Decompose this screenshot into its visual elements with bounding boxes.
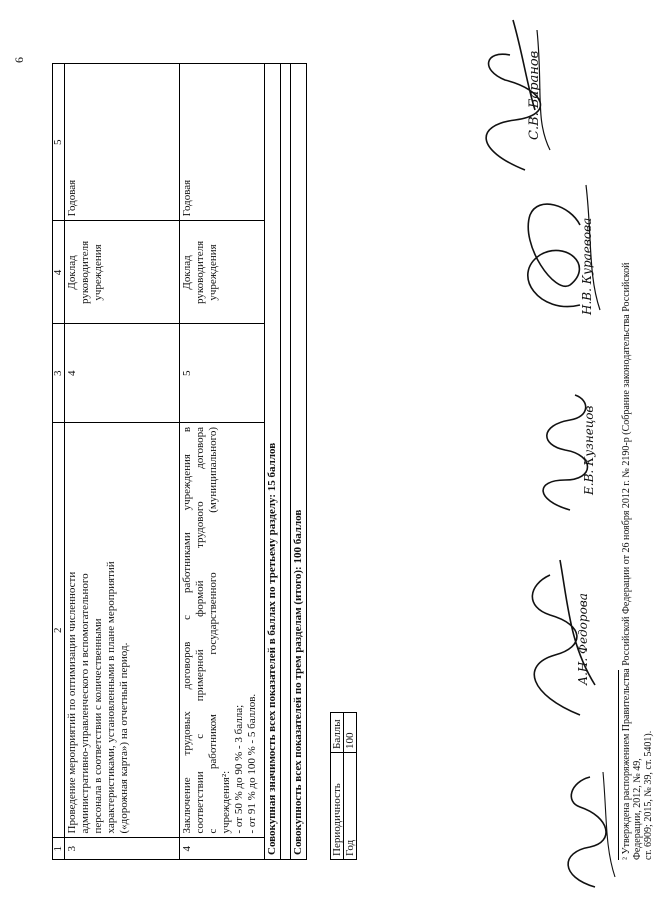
criteria-table bbox=[52, 63, 307, 860]
row-period: Годовая bbox=[65, 64, 180, 221]
row-number: 3 bbox=[65, 838, 180, 860]
row-number: 4 bbox=[180, 838, 265, 860]
summary-col-periodicity: Периодичность bbox=[331, 753, 344, 860]
row-description bbox=[180, 422, 265, 838]
section-total-row bbox=[265, 64, 281, 860]
summary-row-value: 100 bbox=[344, 713, 357, 753]
footnote-line: ст. 6909; 2015, № 39, ст. 5401). bbox=[643, 730, 654, 860]
signature-mark bbox=[520, 385, 620, 525]
desc-line: с работником государственного (муниципального) bbox=[207, 426, 219, 834]
desc-line: персонала в соответствии с количественными bbox=[92, 618, 104, 834]
desc-line: - от 50 % до 90 % - 3 балла; bbox=[233, 704, 245, 834]
summary-row-label: Год bbox=[344, 753, 357, 860]
signature-5 bbox=[545, 767, 625, 897]
desc-line: соответствии с примерной формой трудового договора bbox=[194, 426, 206, 834]
table-row bbox=[65, 64, 180, 860]
row-points: 4 bbox=[65, 324, 180, 423]
page-number: 6 bbox=[12, 57, 26, 63]
row-description bbox=[65, 422, 180, 838]
table-row bbox=[180, 64, 265, 860]
header-col-2: 2 bbox=[53, 422, 65, 838]
row-period: Годовая bbox=[180, 64, 265, 221]
desc-line: характеристиками, установленными в плане мероприятий bbox=[105, 561, 117, 834]
desc-line: Проведение мероприятий по оптимизации численности bbox=[66, 571, 78, 834]
footnote-line: ² Утверждена распоряжением Правительства Российской Федерации от 26 ноября 2012 г. № 2190-р (Собрание законодательства Российской Федерации, 2012, № 49, bbox=[621, 262, 643, 860]
signature-4 bbox=[510, 555, 610, 725]
header-col-3: 3 bbox=[53, 324, 65, 423]
summary-col-points: Баллы bbox=[331, 713, 344, 753]
header-col-1: 1 bbox=[53, 838, 65, 860]
desc-line: учреждения²: bbox=[220, 770, 232, 834]
signature-name: А.Н. Федорова bbox=[576, 593, 590, 685]
row-points: 5 bbox=[180, 324, 265, 423]
footnote bbox=[621, 220, 654, 860]
header-col-4: 4 bbox=[53, 221, 65, 324]
summary-table bbox=[330, 712, 357, 860]
blank-row bbox=[281, 64, 291, 860]
row-source: Доклад руководителя учреждения bbox=[180, 221, 265, 324]
blank-cell bbox=[281, 64, 291, 860]
summary-value-row bbox=[344, 713, 357, 860]
desc-line: административно-управленческого и вспомогательного bbox=[79, 573, 91, 834]
signature-1 bbox=[465, 10, 555, 180]
table-header-row bbox=[53, 64, 65, 860]
signature-3 bbox=[520, 385, 620, 525]
desc-line: («дорожная карта») на отчетный период. bbox=[118, 642, 130, 834]
grand-total-row bbox=[291, 64, 307, 860]
signature-mark bbox=[545, 767, 625, 897]
section-total: Совокупная значимость всех показателей в баллах по третьему разделу: 15 баллов bbox=[265, 64, 281, 860]
header-col-5: 5 bbox=[53, 64, 65, 221]
signature-mark bbox=[510, 555, 610, 725]
row-source: Доклад руководителя учреждения bbox=[65, 221, 180, 324]
desc-line: Заключение трудовых договоров с работниками учреждения в bbox=[181, 426, 193, 834]
desc-line: - от 91 % до 100 % - 5 баллов. bbox=[246, 693, 258, 834]
summary-header-row bbox=[331, 713, 344, 860]
grand-total: Совокупность всех показателей по трем разделам (итого): 100 баллов bbox=[291, 64, 307, 860]
signature-name: С.В. Баранов bbox=[527, 50, 542, 140]
signature-2 bbox=[500, 175, 610, 325]
signature-name: Е.В. Кузнецов bbox=[582, 405, 596, 495]
signature-name: Н.В. Кураевова bbox=[580, 217, 594, 315]
